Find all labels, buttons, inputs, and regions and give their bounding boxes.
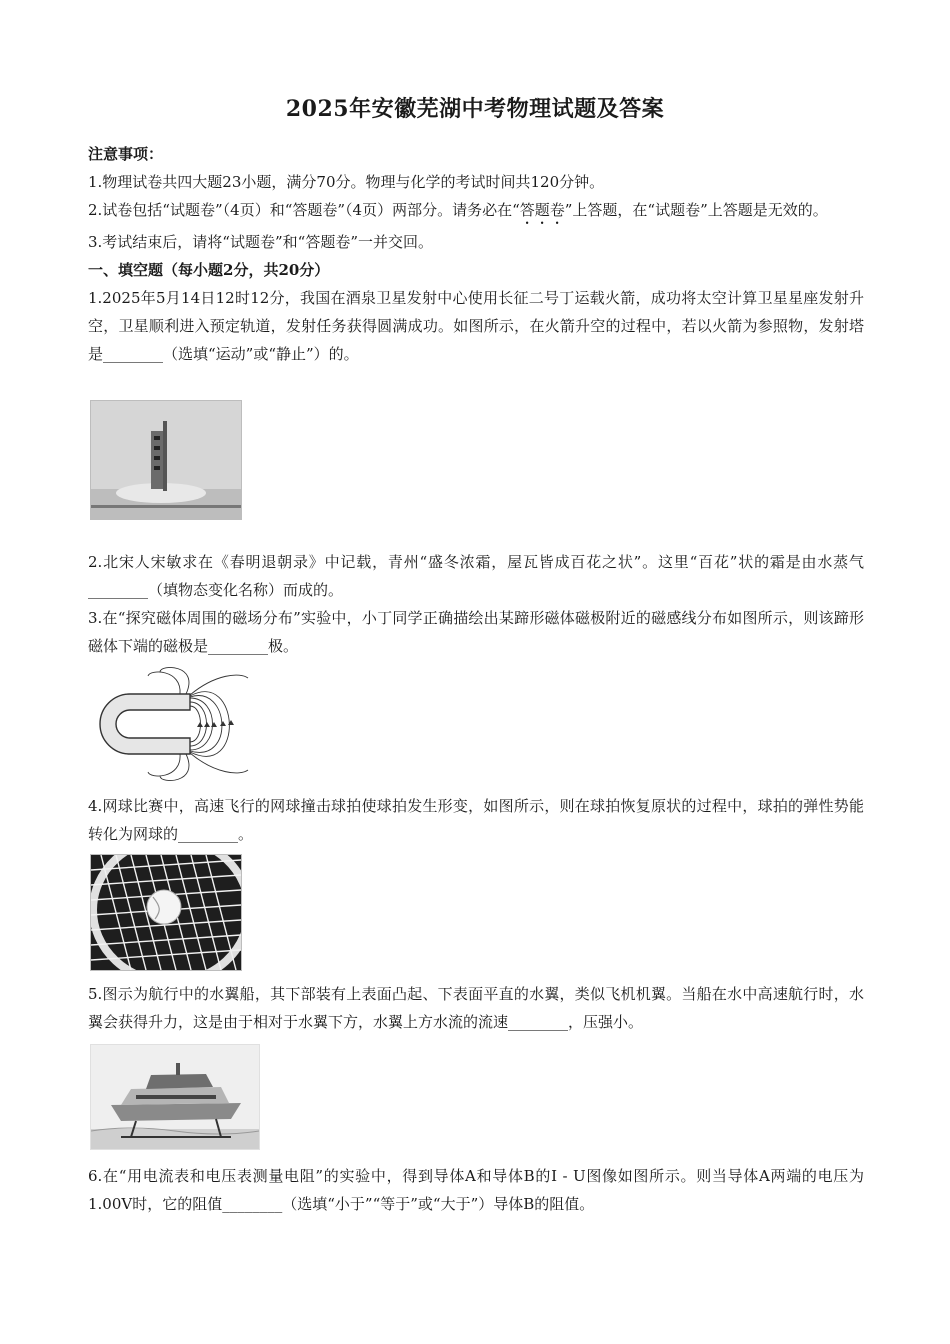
section-1-heading: 一、填空题（每小题2分，共20分） (88, 261, 330, 279)
question-6-block (88, 1162, 864, 1218)
magnet-field-lines-diagram (90, 664, 250, 784)
question-4-block (88, 792, 864, 848)
notes-section (88, 140, 864, 368)
hydrofoil-boat-illustration (91, 1045, 259, 1149)
notes-item-1: 1.物理试卷共四大题23小题，满分70分。物理与化学的考试时间共120分钟。 (88, 173, 605, 191)
question-2: 2.北宋人宋敏求在《春明退朝录》中记载，青州“盛冬浓霜，屋瓦皆成百花之状”。这里“百花”状的霜是由水蒸气________（填物态变化名称）而成的。 (88, 553, 864, 599)
notes-item-3: 3.考试结束后，请将“试题卷”和“答题卷”一并交回。 (88, 233, 433, 251)
notes-heading: 注意事项： (88, 145, 164, 163)
tennis-racket-illustration (91, 855, 241, 970)
rocket-launch-photo (90, 400, 242, 520)
document-title: 2025年安徽芜湖中考物理试题及答案 (285, 96, 665, 122)
tennis-racket-photo (90, 854, 242, 971)
notes-item-2-part-b: ”上答题，在“试题卷”上答题是无效的。 (564, 201, 828, 219)
notes-item-2 (88, 196, 864, 228)
hydrofoil-boat-photo (90, 1044, 260, 1150)
notes-item-2-part-a: 2.试卷包括“试题卷”（4页）和“答题卷”（4页）两部分。请务必在“ (88, 201, 520, 219)
question-1: 1.2025年5月14日12时12分，我国在酒泉卫星发射中心使用长征二号丁运载火箭，成功将太空计算卫星星座发射升空，卫星顺利进入预定轨道，发射任务获得圆满成功。如图所示，在火箭升空的过程中，若以火箭为参照物，发射塔是________（选填“运动”或“静止”）的。 (88, 289, 864, 363)
rocket-launch-illustration (91, 401, 241, 519)
question-6: 6.在“用电流表和电压表测量电阻”的实验中，得到导体A和导体B的I - U图像如图所示。则当导体A两端的电压为1.00V时，它的阻值________（选填“小于”“等于”或“大于”）导体B的阻值。 (88, 1167, 864, 1213)
notes-item-2-emphasis: 答题卷 (519, 201, 565, 219)
questions-2-3 (88, 548, 864, 660)
horseshoe-magnet-figure (90, 664, 250, 784)
question-4: 4.网球比赛中，高速飞行的网球撞击球拍使球拍发生形变，如图所示，则在球拍恢复原状的过程中，球拍的弹性势能转化为网球的________。 (88, 797, 864, 843)
question-3: 3.在“探究磁体周围的磁场分布”实验中，小丁同学正确描绘出某蹄形磁体磁极附近的磁感线分布如图所示，则该蹄形磁体下端的磁极是________极。 (88, 609, 864, 655)
question-5-block (88, 980, 864, 1036)
question-5: 5.图示为航行中的水翼船，其下部装有上表面凸起、下表面平直的水翼，类似飞机机翼。当船在水中高速航行时，水翼会获得升力，这是由于相对于水翼下方，水翼上方水流的流速________，压强小。 (88, 985, 864, 1031)
